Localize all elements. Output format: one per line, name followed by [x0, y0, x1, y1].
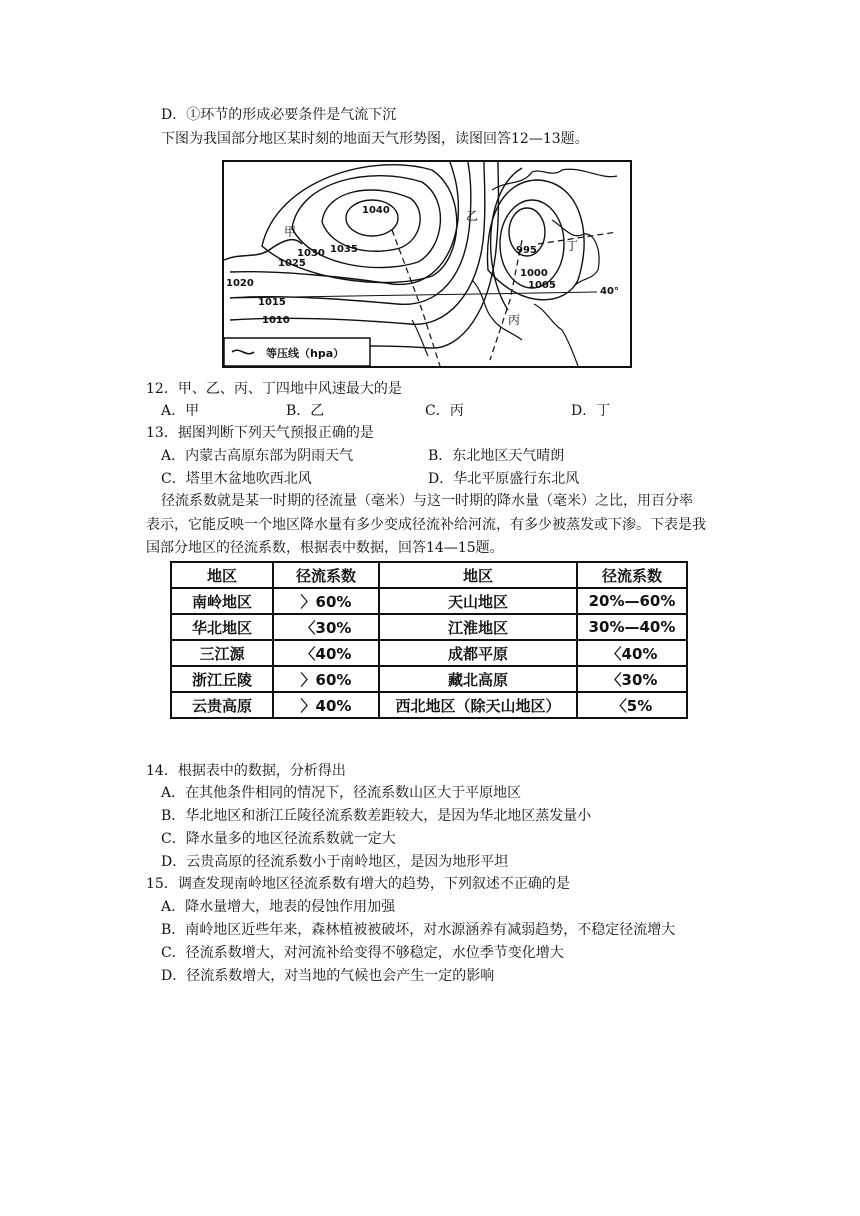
point-bing: 丙	[508, 313, 521, 327]
q14-option-b: B．华北地区和浙江丘陵径流系数差距较大，是因为华北地区蒸发量小	[161, 808, 592, 824]
table-cell: 20%—60%	[577, 588, 687, 614]
q12-stem: 12．甲、乙、丙、丁四地中风速最大的是	[146, 381, 402, 397]
table-cell: 南岭地区	[171, 588, 273, 614]
table-cell: 华北地区	[171, 614, 273, 640]
passage-line-2: 表示，它能反映一个地区降水量有多少变成径流补给河流，有多少被蒸发或下渗。下表是我	[146, 517, 706, 533]
table-cell: 30%—40%	[577, 614, 687, 640]
isobar-label: 1010	[262, 315, 290, 326]
passage-line-3: 国部分地区的径流系数，根据表中数据，回答14—15题。	[146, 540, 504, 556]
table-row	[171, 588, 687, 614]
q15-option-c: C．径流系数增大，对河流补给变得不够稳定，水位季节变化增大	[161, 945, 564, 961]
table-cell: 〈40%	[273, 640, 379, 666]
q13-option-b: B．东北地区天气晴朗	[428, 448, 565, 464]
point-jia: 甲	[284, 225, 297, 239]
runoff-table	[170, 561, 688, 719]
table-cell: 〈40%	[577, 640, 687, 666]
table-cell: 藏北高原	[379, 666, 577, 692]
point-yi: 乙	[466, 209, 479, 223]
isobar-label: 1015	[258, 297, 286, 308]
table-cell: 〉40%	[273, 692, 379, 718]
table-cell: 〈30%	[577, 666, 687, 692]
q15-option-a: A．降水量增大，地表的侵蚀作用加强	[161, 899, 396, 915]
q13-option-c: C．塔里木盆地吹西北风	[161, 471, 312, 487]
table-cell: 〈5%	[577, 692, 687, 718]
map-intro: 下图为我国部分地区某时刻的地面天气形势图，读图回答12—13题。	[161, 131, 589, 147]
table-row	[171, 640, 687, 666]
table-cell: 浙江丘陵	[171, 666, 273, 692]
passage-line-1: 径流系数就是某一时期的径流量（毫米）与这一时期的降水量（毫米）之比，用百分率	[161, 493, 693, 509]
q12-option-b: B．乙	[286, 403, 325, 419]
q13-option-d: D．华北平原盛行东北风	[428, 471, 580, 487]
q11-option-d: D．①环节的形成必要条件是气流下沉	[161, 107, 397, 123]
table-row	[171, 614, 687, 640]
table-header: 地区	[379, 562, 577, 588]
isobar-label: 1035	[330, 244, 358, 255]
table-cell: 成都平原	[379, 640, 577, 666]
q12-option-d: D．丁	[571, 403, 611, 419]
table-cell: 〉60%	[273, 666, 379, 692]
table-cell: 云贵高原	[171, 692, 273, 718]
isobar-label: 1025	[278, 258, 306, 269]
isobar-label: 1020	[226, 278, 254, 289]
isobar-label: 995	[516, 245, 537, 256]
q14-option-a: A．在其他条件相同的情况下，径流系数山区大于平原地区	[161, 785, 522, 801]
table-cell: 天山地区	[379, 588, 577, 614]
q15-stem: 15．调查发现南岭地区径流系数有增大的趋势，下列叙述不正确的是	[146, 876, 570, 892]
q14-option-d: D．云贵高原的径流系数小于南岭地区，是因为地形平坦	[161, 854, 509, 870]
isobar-label: 1000	[520, 268, 548, 279]
table-cell: 西北地区（除天山地区）	[379, 692, 577, 718]
isobar-label: 1030	[297, 248, 325, 259]
table-header: 地区	[171, 562, 273, 588]
isobar-label: 1040	[362, 205, 390, 216]
q12-option-c: C．丙	[425, 403, 464, 419]
q13-option-a: A．内蒙古高原东部为阴雨天气	[161, 448, 354, 464]
table-cell: 三江源	[171, 640, 273, 666]
table-row	[171, 692, 687, 718]
latitude-label: 40°	[600, 286, 619, 297]
q14-stem: 14．根据表中的数据，分析得出	[146, 763, 346, 779]
isobar-label: 1005	[528, 280, 556, 291]
table-cell: 〉60%	[273, 588, 379, 614]
table-header: 径流系数	[577, 562, 687, 588]
point-ding: 丁	[566, 239, 579, 253]
q12-option-a: A．甲	[161, 403, 200, 419]
table-row	[171, 666, 687, 692]
q15-option-d: D．径流系数增大，对当地的气候也会产生一定的影响	[161, 968, 495, 984]
weather-map	[222, 160, 632, 368]
table-header: 径流系数	[273, 562, 379, 588]
q15-option-b: B．南岭地区近些年来，森林植被被破坏，对水源涵养有减弱趋势，不稳定径流增大	[161, 922, 676, 938]
map-legend: 等压线（hpa）	[266, 347, 345, 360]
table-cell: 〈30%	[273, 614, 379, 640]
table-cell: 江淮地区	[379, 614, 577, 640]
table-header-row	[171, 562, 687, 588]
q13-stem: 13．据图判断下列天气预报正确的是	[146, 425, 374, 441]
q14-option-c: C．降水量多的地区径流系数就一定大	[161, 831, 396, 847]
